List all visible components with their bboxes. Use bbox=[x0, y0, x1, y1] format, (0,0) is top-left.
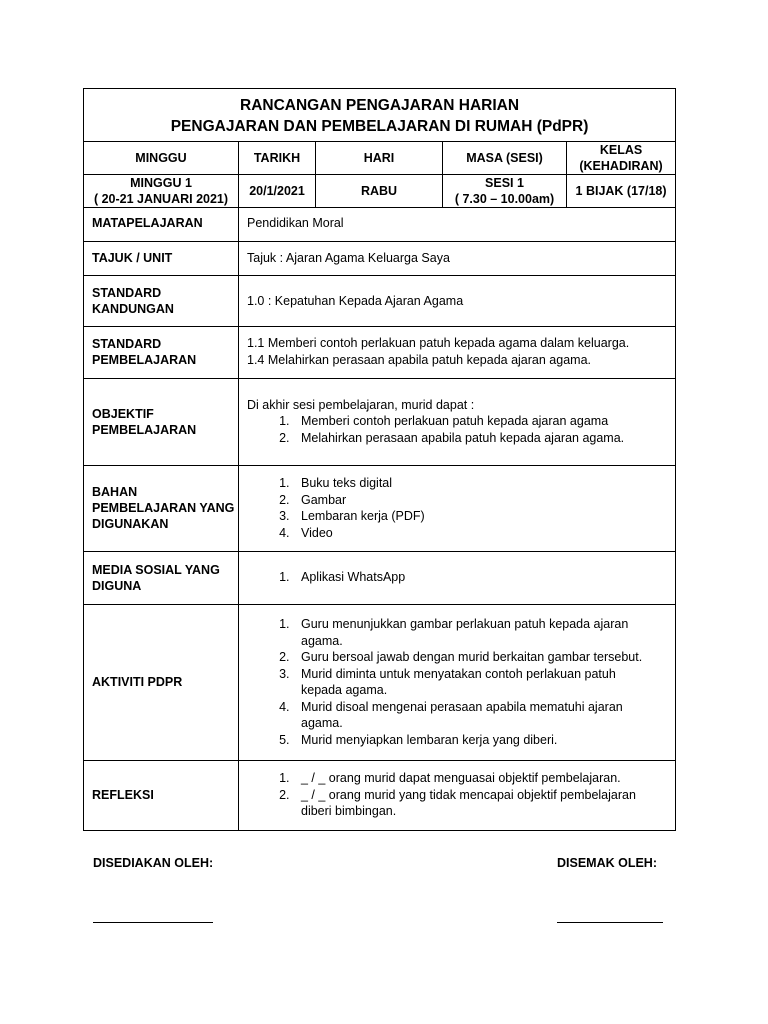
value-standard-kandungan: 1.0 : Kepatuhan Kepada Ajaran Agama bbox=[239, 275, 676, 326]
reviewed-by-signature-line bbox=[557, 922, 663, 923]
session-kelas: 1 BIJAK (17/18) bbox=[567, 175, 676, 208]
label-tajuk: TAJUK / UNIT bbox=[84, 241, 239, 275]
bahan-list bbox=[247, 475, 675, 541]
details-table bbox=[83, 206, 676, 831]
label-standard-kandungan-line-1: STANDARD bbox=[92, 285, 162, 300]
standard-pembelajaran-line-2: 1.4 Melahirkan perasaan apabila patuh kepada ajaran agama. bbox=[247, 353, 591, 367]
value-bahan bbox=[239, 465, 676, 551]
label-bahan bbox=[84, 465, 239, 551]
value-refleksi bbox=[239, 760, 676, 830]
prepared-by-label: DISEDIAKAN OLEH: bbox=[93, 856, 214, 870]
value-objektif bbox=[239, 378, 676, 465]
label-standard-kandungan-line-2: KANDUNGAN bbox=[92, 301, 174, 316]
header-hari: HARI bbox=[316, 142, 443, 175]
list-item: 3. Murid diminta untuk menyatakan contoh perlakuan patuh kepada agama. bbox=[293, 666, 655, 699]
label-bahan-line-2: PEMBELAJARAN YANG bbox=[92, 501, 235, 515]
value-media bbox=[239, 551, 676, 604]
label-objektif bbox=[84, 378, 239, 465]
session-minggu-line-2: ( 20-21 JANUARI 2021) bbox=[93, 192, 229, 206]
list-item: 1. Buku teks digital bbox=[293, 475, 675, 492]
value-standard-pembelajaran bbox=[239, 326, 676, 378]
label-standard-pembelajaran bbox=[84, 326, 239, 378]
value-tajuk: Tajuk : Ajaran Agama Keluarga Saya bbox=[239, 241, 676, 275]
label-media-line-1: MEDIA SOSIAL YANG bbox=[92, 562, 220, 577]
list-item: 3. Lembaran kerja (PDF) bbox=[293, 508, 675, 525]
list-item: 2. Guru bersoal jawab dengan murid berkaitan gambar tersebut. bbox=[293, 649, 655, 666]
standard-pembelajaran-line-1: 1.1 Memberi contoh perlakuan patuh kepada agama dalam keluarga. bbox=[247, 336, 630, 350]
label-standard-pembelajaran-line-2: PEMBELAJARAN bbox=[92, 353, 197, 367]
label-matapelajaran: MATAPELAJARAN bbox=[84, 206, 239, 241]
list-item: 1. _ / _ orang murid dapat menguasai objektif pembelajaran. bbox=[293, 770, 653, 787]
header-kelas-line-2: (KEHADIRAN) bbox=[579, 159, 663, 173]
label-aktiviti: AKTIVITI PDPR bbox=[84, 604, 239, 760]
session-masa-line-2: ( 7.30 – 10.00am) bbox=[454, 192, 555, 206]
document-title bbox=[84, 89, 676, 142]
header-kelas bbox=[567, 142, 676, 175]
session-minggu-line-1: MINGGU 1 bbox=[130, 176, 192, 190]
list-item: 2. Gambar bbox=[293, 492, 675, 509]
header-masa: MASA (SESI) bbox=[443, 142, 567, 175]
value-aktiviti bbox=[239, 604, 676, 760]
label-refleksi: REFLEKSI bbox=[84, 760, 239, 830]
header-tarikh: TARIKH bbox=[239, 142, 316, 175]
session-hari: RABU bbox=[316, 175, 443, 208]
label-objektif-line-1: OBJEKTIF bbox=[92, 406, 154, 421]
list-item: 4. Video bbox=[293, 525, 675, 542]
list-item: 5. Murid menyiapkan lembaran kerja yang diberi. bbox=[293, 732, 655, 749]
session-minggu bbox=[84, 175, 239, 208]
objektif-intro: Di akhir sesi pembelajaran, murid dapat : bbox=[247, 398, 475, 412]
label-media bbox=[84, 551, 239, 604]
header-kelas-line-1: KELAS bbox=[599, 143, 643, 157]
list-item: 2. Melahirkan perasaan apabila patuh kepada ajaran agama. bbox=[293, 430, 675, 447]
aktiviti-list bbox=[247, 616, 675, 748]
objektif-list bbox=[247, 413, 675, 446]
title-line-2: PENGAJARAN DAN PEMBELAJARAN DI RUMAH (PdPR) bbox=[170, 118, 589, 135]
list-item: 4. Murid disoal mengenai perasaan apabila mematuhi ajaran agama. bbox=[293, 699, 655, 732]
session-masa-line-1: SESI 1 bbox=[485, 176, 524, 190]
session-masa bbox=[443, 175, 567, 208]
media-list bbox=[247, 569, 675, 586]
session-tarikh: 20/1/2021 bbox=[239, 175, 316, 208]
label-media-line-2: DIGUNA bbox=[92, 578, 142, 593]
header-minggu: MINGGU bbox=[84, 142, 239, 175]
reviewed-by-label: DISEMAK OLEH: bbox=[557, 856, 657, 870]
header-table bbox=[83, 88, 676, 208]
label-objektif-line-2: PEMBELAJARAN bbox=[92, 422, 197, 437]
value-matapelajaran: Pendidikan Moral bbox=[239, 206, 676, 241]
list-item: 1. Guru menunjukkan gambar perlakuan patuh kepada ajaran agama. bbox=[293, 616, 655, 649]
label-standard-kandungan bbox=[84, 275, 239, 326]
label-standard-pembelajaran-line-1: STANDARD bbox=[92, 337, 162, 351]
refleksi-list bbox=[247, 770, 675, 820]
prepared-by-signature-line bbox=[93, 922, 213, 923]
list-item: 1. Memberi contoh perlakuan patuh kepada ajaran agama bbox=[293, 413, 675, 430]
label-bahan-line-1: BAHAN bbox=[92, 485, 138, 499]
title-line-1: RANCANGAN PENGAJARAN HARIAN bbox=[240, 97, 520, 114]
list-item: 2. _ / _ orang murid yang tidak mencapai objektif pembelajaran diberi bimbingan. bbox=[293, 787, 653, 820]
label-bahan-line-3: DIGUNAKAN bbox=[92, 517, 169, 531]
list-item: 1. Aplikasi WhatsApp bbox=[293, 569, 675, 586]
